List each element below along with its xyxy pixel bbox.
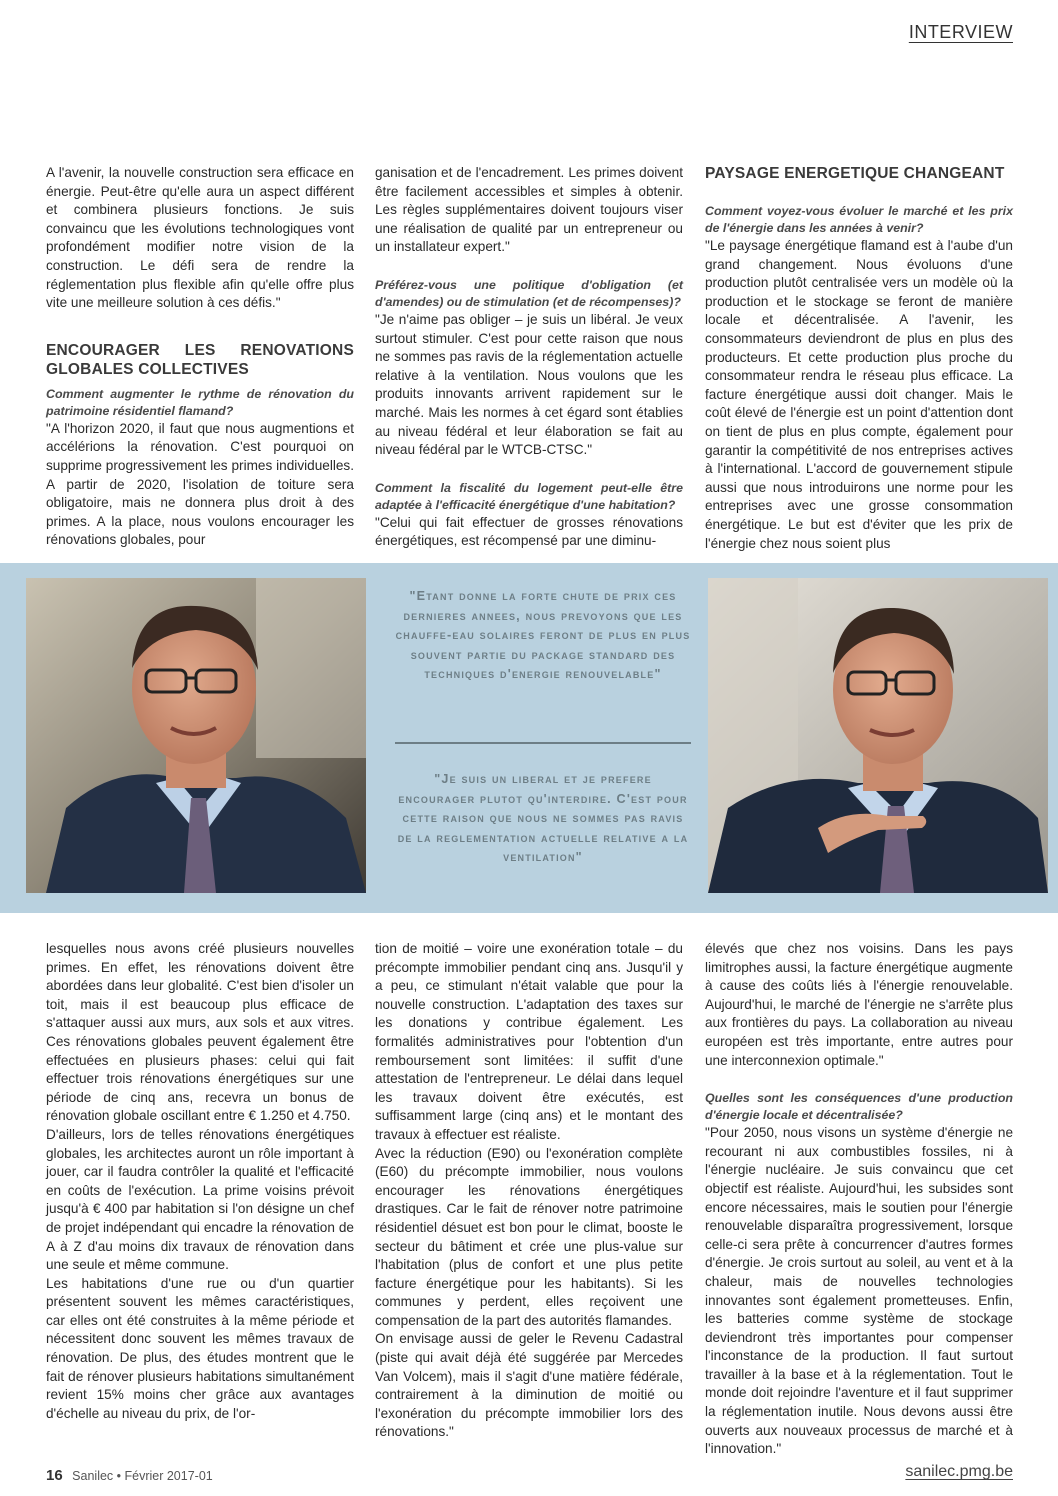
paragraph: "A l'horizon 2020, il faut que nous augmentions et accélérions la rénovation. C'est pourquoi on supprime progressivement les primes individuelles. A partir de 2020, l'isolation de toiture sera obligatoire, mais ne donnera plus droit à des primes. A la place, nous voulons encourager les rénovations globales, pour (46, 420, 354, 548)
paragraph: tion de moitié – voire une exonération totale – du précompte immobilier pendant cinq ans. Jusqu'il y a peu, ce stimulant n'était valable que pour la nouvelle construction. L'adaptation des taxes sur les donations y contribue également. Les formalités administratives pour l'obtention d'un remboursement sont limitées: il suffit d'une attestation de l'entrepreneur. Le délai dans lequel les travaux doivent être exécutés, est suffisamment large (cinq ans) et le montant des travaux à effectuer est réaliste. (375, 941, 683, 1142)
question: Quelles sont les conséquences d'une production d'énergie locale et décentralisée? (705, 1091, 1013, 1123)
paragraph: "Pour 2050, nous visons un système d'énergie ne recourant ni aux combustibles fossiles, ni à l'énergie nucléaire. Je suis convaincu que cet objectif est réaliste. Aujourd'hui, les subsides sont encore nécessaires, mais le soutien pour l'énergie renouvelable disparaîtra progressivement, lorsque celle-ci sera prête à concurrencer d'autres formes d'énergie. Je crois surtout au soleil, au vent et à la chaleur, mais de nouvelles technologies innovantes sont également prometteuses. Enfin, les batteries comme système de stockage deviendront très importantes pour compenser l'inconstance de la production. Il faut surtout travailler à la base et à la réglementation. Tout le monde doit rejoindre l'aventure et il faut supprimer la réglementation inutile. Nous devons aussi être ouverts aux nouveaux processus de marché et à l'innovation." (705, 1125, 1013, 1457)
paragraph: lesquelles nous avons créé plusieurs nouvelles primes. En effet, les rénovations doivent être abordées dans leur globalité. C'est bien d'isoler un toit, mais il est beaucoup plus efficace de s'attaquer aussi aux murs, aux sols et aux vitres. Ces rénovations globales peuvent également être effectuées en plusieurs phases: celui qui fait effectuer trois rénovations énergétiques sur une période de cinq ans, recevra un bonus de rénovation globale oscillant entre € 1.250 et 4.750. (46, 941, 354, 1124)
paragraph: "Je n'aime pas obliger – je suis un libéral. Je veux surtout stimuler. C'est pour cette raison que nous ne sommes pas ravis de la réglementation actuelle relative à la ventilation. Nous voulons que les produits innovants arrivent rapidement sur le marché. Mais les normes à cet égard sont établies au niveau fédéral et leur élaboration se fait au niveau fédéral par le WTCB-CTSC." (375, 311, 683, 458)
section-heading: ENCOURAGER LES RENOVATIONS GLOBALES COLLECTIVES (46, 341, 354, 378)
divider (395, 742, 691, 744)
question: Comment la fiscalité du logement peut-elle être adaptée à l'efficacité énergétique d'une habitation? (375, 480, 683, 512)
paragraph: On envisage aussi de geler le Revenu Cadastral (piste qui avait déjà été suggérée par Mercedes Van Volcem), mais il s'agit d'une matière fédérale, contrairement à la diminution de moitié ou l'exonération du précompte immobilier lors des rénovations." (375, 1331, 683, 1440)
bottom-column-1 (46, 940, 354, 1423)
question: Préférez-vous une politique d'obligation (et d'amendes) ou de stimulation (et de récompenses)? (375, 277, 683, 309)
interviewee-photo-left (26, 578, 366, 893)
bottom-column-2 (375, 940, 683, 1442)
top-column-1 (46, 164, 354, 550)
paragraph: D'ailleurs, lors de telles rénovations énergétiques globales, les architectes auront un rôle important à jouer, car il faudra contrôler la qualité et l'efficacité en coûts de l'exécution. La prime voisins prévoit jusqu'à € 400 par habitation si l'on désigne un chef de projet indépendant qui encadre la rénovation de A à Z d'au moins dix travaux de rénovation dans une seule et même commune. (46, 1126, 354, 1273)
interviewee-photo-right (708, 578, 1048, 893)
pull-quote-1: "Etant donne la forte chute de prix ces dernieres annees, nous prevoyons que les chauffe-eau solaires feront de plus en plus souvent partie du package standard des techniques d'energie renouvelable" (395, 589, 691, 681)
paragraph: "Celui qui fait effectuer de grosses rénovations énergétiques, est récompensé par une diminu- (375, 514, 683, 549)
website-link[interactable]: sanilec.pmg.be (905, 1463, 1013, 1480)
page-number: 16 (46, 1467, 63, 1484)
question: Comment augmenter le rythme de rénovation du patrimoine résidentiel flamand? (46, 386, 354, 418)
section-tag: INTERVIEW (908, 22, 1013, 42)
paragraph: Avec la réduction (E90) ou l'exonération complète (E60) du précompte immobilier, nous voulons encourager les rénovations énergétiques drastiques. Car le fait de rénover notre patrimoine résidentiel désuet est bon pour le climat, booste le secteur du bâtiment et crée une plus-value sur l'habitation (plus de confort et une plus petite facture énergétique pour les habitants). Si les communes y perdent, elles reçoivent une compensation de la part des autorités flamandes. (375, 1145, 683, 1328)
paragraph: "Le paysage énergétique flamand est à l'aube d'un grand changement. Nous évoluons d'une production plutôt centralisée vers un modèle où la production et le stockage se feront de manière locale et décentralisée. A l'avenir, les consommateurs deviendront de plus en plus des producteurs. Et cette production plus proche du consommateur rendra le réseau plus efficace. La facture énergétique aussi doit changer. Mais le coût élevé de l'énergie est un point d'attention dont on tient de plus en plus compte, également pour garantir la compétitivité de nos entreprises actives à l'international. L'accord de gouvernement stipule aussi que nous introduirons une norme pour les entreprises avec une grosse consommation énergétique. Le but est d'éviter que les prix de l'énergie chez nous soient plus (705, 238, 1013, 551)
section-heading: PAYSAGE ENERGETIQUE CHANGEANT (705, 165, 1005, 182)
pull-quote-2: "Je suis un liberal et je prefere encourager plutot qu'interdire. C'est pour cette raison que nous ne sommes pas ravis de la reglementation actuelle relative a la ventilation" (397, 772, 689, 864)
top-column-2 (375, 164, 683, 551)
question: Comment voyez-vous évoluer le marché et les prix de l'énergie dans les années à venir? (705, 204, 1013, 235)
top-column-3 (705, 164, 1013, 553)
paragraph: Les habitations d'une rue ou d'un quartier présentent souvent les mêmes caractéristiques, car elles ont été construites à la même période et nécessitent donc souvent les mêmes travaux de rénovation. De plus, des études montrent que le fait de rénover plusieurs habitations simultanément revient 15% moins cher grâce aux avantages d'échelle au niveau du prix, de l'or- (46, 1275, 354, 1421)
paragraph: A l'avenir, la nouvelle construction sera efficace en énergie. Peut-être qu'elle aura un aspect différent et combinera plusieurs fonctions. Je suis convaincu que les évolutions technologiques vont profondément modifier notre vision de la construction. Le défi sera de rendre la réglementation plus flexible afin qu'elle offre plus vite une meilleure solution à ces défis." (46, 165, 354, 311)
paragraph: ganisation et de l'encadrement. Les primes doivent être facilement accessibles et simples à obtenir. Les règles supplémentaires doivent toujours viser une réalisation de qualité par un entrepreneur ou un installateur expert." (375, 165, 683, 255)
bottom-column-3 (705, 940, 1013, 1459)
paragraph: élevés que chez nos voisins. Dans les pays limitrophes aussi, la facture énergétique augmente à cause des coûts liés à l'énergie renouvelable. Aujourd'hui, le marché de l'énergie ne s'arrête plus aux frontières du pays. La collaboration au niveau européen est très importante, entre autres pour une interconnexion optimale." (705, 941, 1013, 1068)
publication-info: Sanilec • Février 2017-01 (72, 1469, 213, 1483)
page-footer (46, 1467, 213, 1484)
